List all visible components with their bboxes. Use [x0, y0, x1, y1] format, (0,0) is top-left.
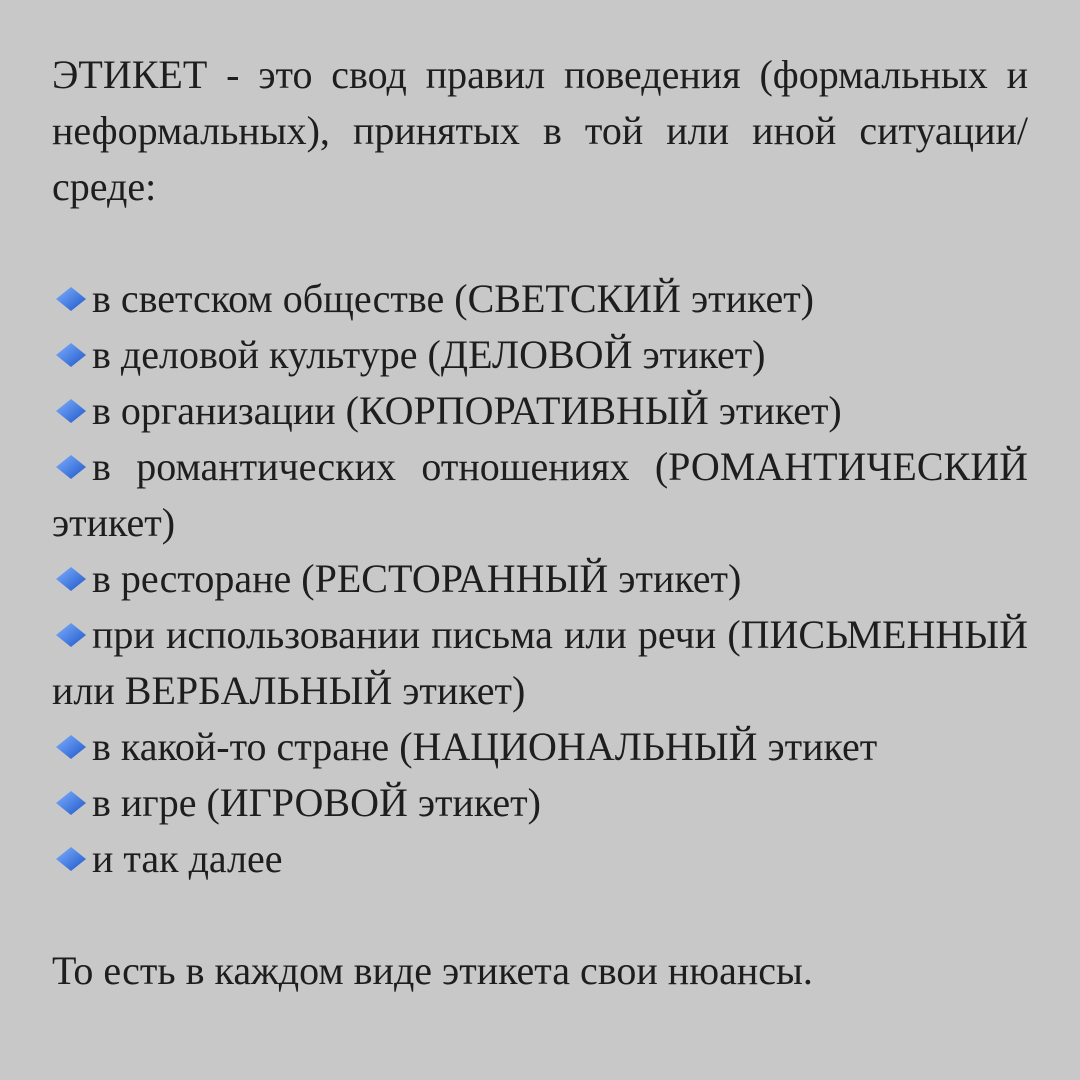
- blue-diamond-icon: [52, 452, 92, 482]
- blue-diamond-icon: [52, 564, 92, 594]
- list-item-text: и так далее: [92, 836, 283, 881]
- blue-diamond-icon: [52, 284, 92, 314]
- list-item-text: в ресторане (РЕСТОРАННЫЙ этикет): [92, 556, 742, 601]
- list-item: [52, 271, 1028, 327]
- blue-diamond-icon: [52, 340, 92, 370]
- list-item-text: в деловой культуре (ДЕЛОВОЙ этикет): [92, 332, 766, 377]
- list-item: [52, 831, 1028, 887]
- summary-paragraph: То есть в каждом виде этикета свои нюансы.: [52, 948, 813, 993]
- list-item-text: в светском обществе (СВЕТСКИЙ этикет): [92, 276, 814, 321]
- list-item-text: в какой-то стране (НАЦИОНАЛЬНЫЙ этикет: [92, 724, 878, 769]
- list-item: [52, 607, 1028, 719]
- list-item-text: в организации (КОРПОРАТИВНЫЙ этикет): [92, 388, 842, 433]
- list-item: [52, 439, 1028, 551]
- list-item: [52, 383, 1028, 439]
- blue-diamond-icon: [52, 396, 92, 426]
- blue-diamond-icon: [52, 788, 92, 818]
- list-item: [52, 775, 1028, 831]
- intro-paragraph: ЭТИКЕТ - это свод правил поведения (формальных и неформальных), принятых в той или иной ситуации/среде:: [52, 52, 1028, 209]
- blue-diamond-icon: [52, 732, 92, 762]
- list-item: [52, 327, 1028, 383]
- etiquette-list: [52, 271, 1028, 887]
- blue-diamond-icon: [52, 844, 92, 874]
- list-item-text: в игре (ИГРОВОЙ этикет): [92, 780, 541, 825]
- blue-diamond-icon: [52, 620, 92, 650]
- list-item-text: в романтических отношениях (РОМАНТИЧЕСКИЙ этикет): [52, 444, 1028, 545]
- list-item: [52, 551, 1028, 607]
- list-item: [52, 719, 1028, 775]
- document-body: [52, 47, 1028, 999]
- list-item-text: при использовании письма или речи (ПИСЬМЕННЫЙ или ВЕРБАЛЬНЫЙ этикет): [52, 612, 1028, 713]
